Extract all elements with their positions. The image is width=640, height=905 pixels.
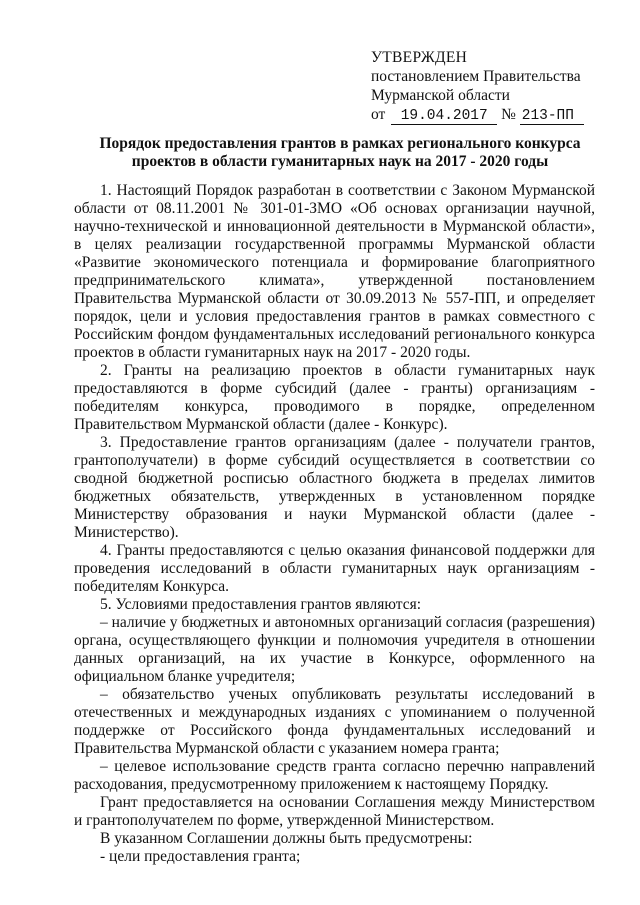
paragraph-1: 1. Настоящий Порядок разработан в соответствии с Законом Мурманской области от 08.11.2001 № 301-01-ЗМО «Об основах организации научной, научно-технической и инновационной деятельности в Мурманской области», в целях реализации государственной программы Мурманской области «Развитие экономического потенциала и формирование благоприятного предпринимательского климата», утвержденной постановлением Правительства Мурманской области от 30.09.2013 № 557-ПП, и определяет порядок, цели и условия предоставления грантов в рамках совместного с Российским фондом фундаментальных исследований регионального конкурса проектов в области гуманитарных наук на 2017 - 2020 годы. — [74, 182, 595, 361]
approved-heading: УТВЕРЖДЕН — [371, 49, 468, 66]
approved-region-line: Мурманской области — [371, 87, 510, 104]
paragraph-2: 2. Гранты на реализацию проектов в области гуманитарных наук предоставляются в форме субсидий (далее - гранты) организациям - победителям конкурса, проводимого в порядке, определенном Правительством Мурманской области (далее - Конкурс). — [74, 362, 595, 433]
condition-target-use: – целевое использование средств гранта согласно перечню направлений расходования, предусмотренному приложением к настоящему Порядку. — [74, 758, 595, 793]
paragraph-4: 4. Гранты предоставляются с целью оказания финансовой поддержки для проведения исследований в области гуманитарных наук организациям - победителям Конкурса. — [74, 542, 595, 595]
approved-by-line: постановлением Правительства — [371, 68, 581, 85]
condition-consent: – наличие у бюджетных и автономных организаций согласия (разрешения) органа, осуществляющего функции и полномочия учредителя в отношении данных организаций, на их участие в Конкурсе, оформленного на официальном бланке учредителя; — [74, 614, 596, 685]
approval-date-line — [371, 105, 584, 125]
title-line-1: Порядок предоставления грантов в рамках регионального конкурса — [99, 135, 581, 152]
title-line-2: проектов в области гуманитарных наук на 2017 - 2020 годы — [131, 153, 549, 170]
document-title — [95, 135, 585, 171]
agreement-terms-intro: В указанном Соглашении должны быть предусмотрены: — [100, 830, 473, 847]
approval-block — [371, 48, 584, 125]
paragraph-3: 3. Предоставление грантов организациям (далее - получатели грантов, грантополучатели) в форме субсидий осуществляется в соответствии со сводной бюджетной росписью областного бюджета в пределах лимитов бюджетных обязательств, утвержденных в установленном порядке Министерству образования и науки Мурманской области (далее - Министерство). — [74, 434, 595, 541]
from-label: от — [371, 106, 386, 123]
grant-agreement-paragraph: Грант предоставляется на основании Соглашения между Министерством и грантополучателем по форме, утвержденной Министерством. — [74, 794, 595, 829]
approval-date: 19.04.2017 — [391, 109, 497, 125]
paragraph-5: 5. Условиями предоставления грантов являются: — [100, 596, 422, 613]
agreement-term-goals: - цели предоставления гранта; — [100, 848, 301, 865]
number-sign: № — [501, 106, 516, 123]
condition-publication: – обязательство ученых опубликовать результаты исследований в отечественных и международных изданиях с упоминанием о полученной поддержке от Российского фонда фундаментальных исследований и Правительства Мурманской области с указанием номера гранта; — [74, 686, 595, 757]
approval-number: 213-ПП — [520, 109, 584, 125]
document-body — [74, 182, 595, 866]
